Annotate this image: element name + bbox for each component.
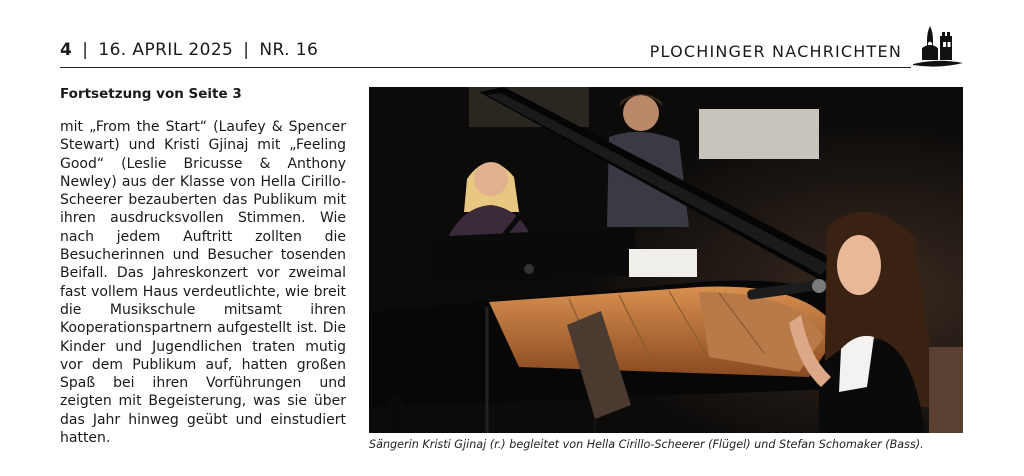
issue-date: 16. APRIL 2025	[98, 40, 234, 60]
plochingen-town-logo-icon	[912, 18, 964, 70]
article-column	[60, 86, 346, 447]
continuation-heading: Fortsetzung von Seite 3	[60, 86, 242, 102]
issue-number: NR. 16	[259, 40, 319, 60]
photo-caption: Sängerin Kristi Gjinaj (r.) begleitet von Hella Cirillo-Scheerer (Flügel) und Stefan Schomaker (Bass).	[369, 438, 924, 451]
issue-line: 4 | 16. APRIL 2025 | NR. 16	[60, 40, 319, 60]
header-rule	[60, 67, 911, 68]
publication-name: PLOCHINGER NACHRICHTEN	[649, 42, 902, 61]
concert-photo	[369, 87, 963, 433]
article-body: mit „From the Start“ (Laufey & Spencer Stewart) und Kristi Gjinaj mit „Feeling Good“ (Leslie Bricusse & Anthony Newley) aus der Klasse von Hella Cirillo-Scheerer bezauberten das Publikum mit ihren ausdrucksvollen Stimmen. Wie nach jedem Auftritt zollten die Besucherinnen und Besucher tosenden Beifall. Das Jahreskonzert vor zweimal fast vollem Haus verdeutlichte, wie breit die Musikschule mitsamt ihren Kooperationspartnern aufgestellt ist. Die Kinder und Jugendlichen traten mutig vor dem Publikum auf, hatten großen Spaß bei ihren Vorführungen und zeigten mit Begeisterung, was sie über das Jahr hinweg geübt und einstudiert hatten.	[60, 119, 346, 447]
concert-photo-illustration	[369, 87, 963, 433]
page-header	[60, 36, 902, 66]
page-number: 4	[60, 40, 73, 60]
